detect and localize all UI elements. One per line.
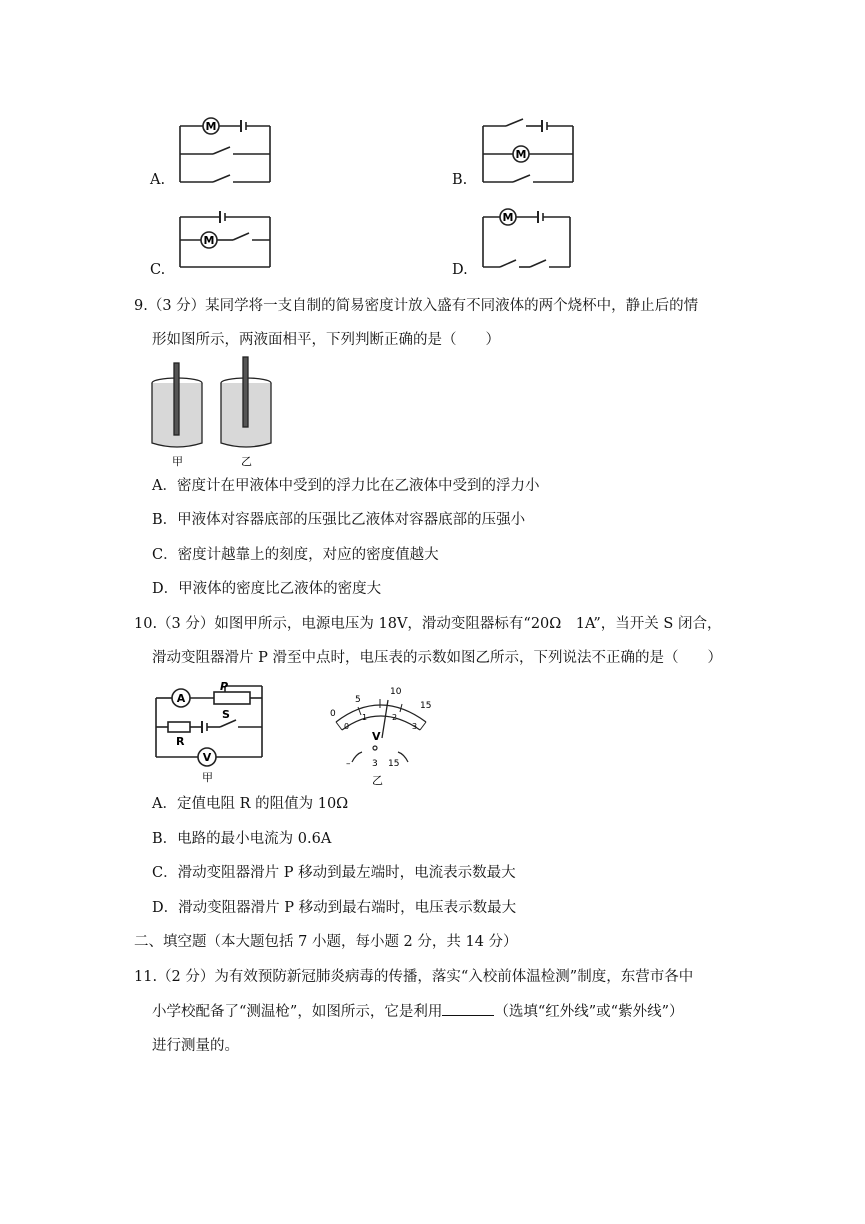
q9-stem-line1: 9.（3 分）某同学将一支自制的简易密度计放入盛有不同液体的两个烧杯中，静止后的情 <box>134 298 699 314</box>
meter-top-15: 15 <box>420 701 432 711</box>
q8-option-a-label: A. <box>150 172 166 188</box>
q10-option-a: A．定值电阻 R 的阻值为 10Ω <box>152 796 349 812</box>
motor-symbol: M <box>205 120 217 133</box>
q9-label-left: 甲 <box>172 455 183 468</box>
ammeter-label: A <box>176 692 186 705</box>
q9-stem-line2: 形如图所示，两液面相平，下列判断正确的是（ ） <box>152 332 500 348</box>
terminal-minus: – <box>346 759 351 769</box>
terminal-15: 15 <box>388 759 400 769</box>
q11-line1: 11.（2 分）为有效预防新冠肺炎病毒的传播，落实“入校前体温检测”制度，东营市各中 <box>134 969 694 985</box>
q8-circuit-a <box>175 112 275 187</box>
q11-line3: 进行测量的。 <box>152 1038 239 1054</box>
q10-option-b: B．电路的最小电流为 0.6A <box>152 831 332 847</box>
meter-bottom-0: 0 <box>344 722 350 731</box>
motor-symbol: M <box>515 148 527 161</box>
meter-top-10: 10 <box>390 687 402 697</box>
q9-option-b: B．甲液体对容器底部的压强比乙液体对容器底部的压强小 <box>152 512 526 528</box>
q11-answer-blank[interactable] <box>442 1001 494 1016</box>
motor-symbol: M <box>502 211 514 224</box>
q10-option-c: C．滑动变阻器滑片 P 移动到最左端时，电流表示数最大 <box>152 865 516 881</box>
terminal-3: 3 <box>372 759 378 769</box>
meter-caption: 乙 <box>372 774 383 787</box>
voltmeter-label: V <box>202 751 212 764</box>
meter-top-5: 5 <box>355 695 361 705</box>
resistor-label: R <box>176 735 185 748</box>
meter-top-0: 0 <box>330 709 336 719</box>
motor-symbol: M <box>203 234 215 247</box>
q8-option-b-label: B. <box>452 172 468 188</box>
q8-circuit-d <box>478 205 578 275</box>
q9-label-right: 乙 <box>241 455 252 468</box>
meter-unit: V <box>372 730 381 743</box>
meter-bottom-3: 3 <box>412 722 418 731</box>
q9-option-d: D．甲液体的密度比乙液体的密度大 <box>152 581 382 597</box>
q11-line2-before: 小学校配备了“测温枪”，如图所示，它是利用 <box>152 1004 443 1020</box>
q10-circuit-figure <box>150 682 270 787</box>
q11-line2-after: （选填“红外线”或“紫外线”） <box>494 1004 684 1020</box>
q9-option-c: C．密度计越靠上的刻度，对应的密度值越大 <box>152 547 439 563</box>
meter-bottom-1: 1 <box>362 713 368 722</box>
q11-line2 <box>152 1001 683 1022</box>
q9-beakers-figure <box>150 355 280 470</box>
q10-stem-line2: 滑动变阻器滑片 P 滑至中点时，电压表的示数如图乙所示，下列说法不正确的是（ ） <box>152 650 722 666</box>
slider-label: P <box>220 680 229 693</box>
q8-circuit-c <box>175 205 275 275</box>
q9-option-a: A．密度计在甲液体中受到的浮力比在乙液体中受到的浮力小 <box>152 478 540 494</box>
q8-option-c-label: C. <box>150 262 166 278</box>
q10-voltmeter-figure <box>322 680 442 785</box>
circuit-caption: 甲 <box>202 771 213 784</box>
switch-label: S <box>222 708 230 721</box>
meter-bottom-2: 2 <box>392 713 398 722</box>
q10-option-d: D．滑动变阻器滑片 P 移动到最右端时，电压表示数最大 <box>152 900 517 916</box>
q8-option-d-label: D. <box>452 262 468 278</box>
q8-circuit-b <box>478 112 578 187</box>
q10-stem-line1: 10.（3 分）如图甲所示，电源电压为 18V，滑动变阻器标有“20Ω 1A”，当开关 S 闭合， <box>134 616 722 632</box>
section-heading: 二、填空题（本大题包括 7 小题，每小题 2 分，共 14 分） <box>134 934 518 950</box>
